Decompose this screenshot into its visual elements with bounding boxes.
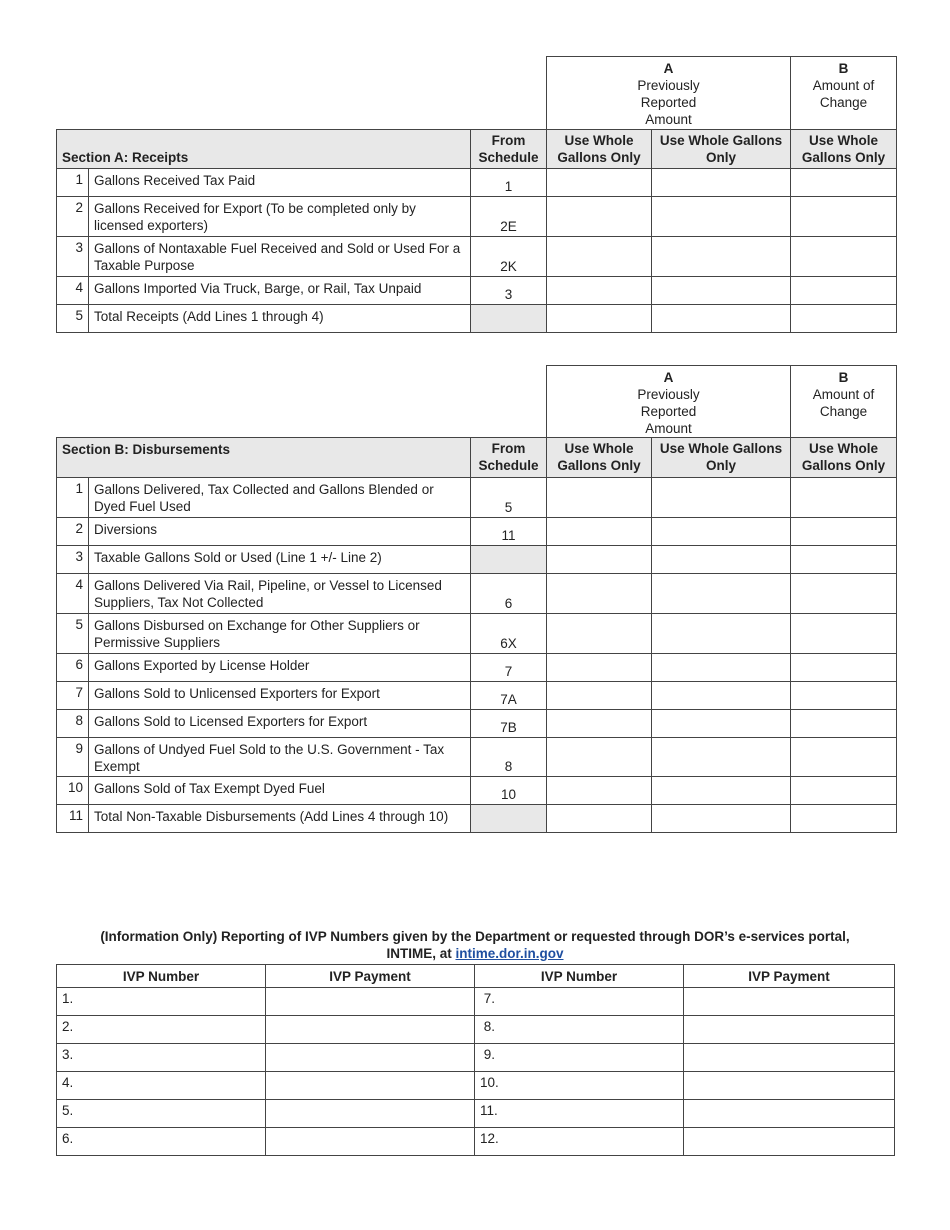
input-amount-of-change[interactable]	[652, 574, 791, 614]
line-description: Gallons Received for Export (To be completed only by licensed exporters)	[89, 197, 471, 237]
table-row	[57, 1128, 895, 1156]
input-amount-of-change[interactable]	[652, 682, 791, 710]
from-schedule-header: From Schedule	[471, 438, 547, 478]
ivp-number-cell[interactable]: 3.	[57, 1044, 266, 1072]
header-spacer	[57, 366, 547, 438]
input-previously-reported[interactable]	[547, 237, 652, 277]
schedule-ref: 7B	[471, 710, 547, 738]
input-previously-reported[interactable]	[547, 805, 652, 833]
input-previously-reported[interactable]	[547, 614, 652, 654]
schedule-ref	[471, 305, 547, 333]
line-number: 10	[57, 777, 89, 805]
ivp-payment-cell[interactable]	[684, 1100, 895, 1128]
input-current-amount[interactable]	[791, 574, 897, 614]
ivp-title	[56, 928, 894, 962]
ivp-table	[56, 964, 895, 1156]
table-row	[57, 1016, 895, 1044]
input-amount-of-change[interactable]	[652, 305, 791, 333]
line-number: 11	[57, 805, 89, 833]
input-current-amount[interactable]	[791, 197, 897, 237]
table-row	[57, 574, 897, 614]
ivp-payment-cell[interactable]	[684, 988, 895, 1016]
line-description: Taxable Gallons Sold or Used (Line 1 +/- Line 2)	[89, 546, 471, 574]
ivp-number-cell[interactable]: 12.	[475, 1128, 684, 1156]
ivp-number-cell[interactable]: 10.	[475, 1072, 684, 1100]
input-amount-of-change[interactable]	[652, 237, 791, 277]
line-description: Gallons Sold to Unlicensed Exporters for Export	[89, 682, 471, 710]
input-previously-reported[interactable]	[547, 574, 652, 614]
column-a-header: A Previously Reported Amount	[547, 57, 791, 130]
line-description: Gallons Disbursed on Exchange for Other Suppliers or Permissive Suppliers	[89, 614, 471, 654]
section-a-table	[56, 56, 897, 333]
col-b-subheader: Use Whole Gallons Only	[652, 130, 791, 169]
input-amount-of-change[interactable]	[652, 710, 791, 738]
schedule-ref: 7A	[471, 682, 547, 710]
ivp-number-cell[interactable]: 2.	[57, 1016, 266, 1044]
input-current-amount[interactable]	[791, 169, 897, 197]
input-amount-of-change[interactable]	[652, 738, 791, 777]
input-current-amount[interactable]	[791, 738, 897, 777]
input-previously-reported[interactable]	[547, 682, 652, 710]
ivp-number-cell[interactable]: 7.	[475, 988, 684, 1016]
ivp-payment-cell[interactable]	[684, 1128, 895, 1156]
line-number: 7	[57, 682, 89, 710]
line-number: 5	[57, 305, 89, 333]
column-b-header: B Amount of Change	[791, 57, 897, 130]
input-amount-of-change[interactable]	[652, 518, 791, 546]
table-row	[57, 682, 897, 710]
input-amount-of-change[interactable]	[652, 777, 791, 805]
schedule-ref: 2K	[471, 237, 547, 277]
schedule-ref: 2E	[471, 197, 547, 237]
input-previously-reported[interactable]	[547, 710, 652, 738]
table-row	[57, 805, 897, 833]
table-row	[57, 305, 897, 333]
input-current-amount[interactable]	[791, 478, 897, 518]
ivp-payment-cell[interactable]	[684, 1016, 895, 1044]
input-current-amount[interactable]	[791, 614, 897, 654]
input-amount-of-change[interactable]	[652, 614, 791, 654]
input-previously-reported[interactable]	[547, 277, 652, 305]
line-description: Gallons Delivered, Tax Collected and Gallons Blended or Dyed Fuel Used	[89, 478, 471, 518]
column-a-header: A Previously Reported Amount	[547, 366, 791, 438]
table-row	[57, 1072, 895, 1100]
schedule-ref: 8	[471, 738, 547, 777]
section-b-title: Section B: Disbursements	[57, 438, 471, 478]
section-b-table	[56, 365, 897, 833]
input-previously-reported[interactable]	[547, 478, 652, 518]
line-number: 3	[57, 237, 89, 277]
schedule-ref: 3	[471, 277, 547, 305]
table-row	[57, 710, 897, 738]
header-spacer	[57, 57, 547, 130]
line-number: 9	[57, 738, 89, 777]
input-amount-of-change[interactable]	[652, 197, 791, 237]
table-row	[57, 777, 897, 805]
ivp-title-line1: (Information Only) Reporting of IVP Numbers given by the Department or requested through DOR’s e-services portal,	[100, 929, 850, 944]
input-previously-reported[interactable]	[547, 546, 652, 574]
table-row	[57, 237, 897, 277]
ivp-payment-cell[interactable]	[266, 1100, 475, 1128]
ivp-number-cell[interactable]: 1.	[57, 988, 266, 1016]
line-description: Gallons Sold of Tax Exempt Dyed Fuel	[89, 777, 471, 805]
table-row	[57, 1044, 895, 1072]
input-previously-reported[interactable]	[547, 305, 652, 333]
input-current-amount[interactable]	[791, 805, 897, 833]
ivp-number-cell[interactable]: 9.	[475, 1044, 684, 1072]
line-number: 3	[57, 546, 89, 574]
schedule-ref: 1	[471, 169, 547, 197]
input-current-amount[interactable]	[791, 654, 897, 682]
line-number: 8	[57, 710, 89, 738]
input-current-amount[interactable]	[791, 518, 897, 546]
input-previously-reported[interactable]	[547, 777, 652, 805]
input-previously-reported[interactable]	[547, 518, 652, 546]
ivp-number-header: IVP Number	[475, 965, 684, 988]
ivp-payment-cell[interactable]	[266, 1044, 475, 1072]
line-description: Gallons Imported Via Truck, Barge, or Rail, Tax Unpaid	[89, 277, 471, 305]
input-amount-of-change[interactable]	[652, 654, 791, 682]
column-b-header: B Amount of Change	[791, 366, 897, 438]
ivp-number-header: IVP Number	[57, 965, 266, 988]
ivp-title-line2: INTIME, at intime.dor.in.gov	[386, 946, 564, 961]
input-previously-reported[interactable]	[547, 654, 652, 682]
line-number: 6	[57, 654, 89, 682]
input-current-amount[interactable]	[791, 710, 897, 738]
ivp-payment-cell[interactable]	[266, 1072, 475, 1100]
ivp-payment-cell[interactable]	[684, 1072, 895, 1100]
line-description: Gallons of Nontaxable Fuel Received and Sold or Used For a Taxable Purpose	[89, 237, 471, 277]
col-c-subheader: Use Whole Gallons Only	[791, 438, 897, 478]
line-number: 1	[57, 169, 89, 197]
table-row	[57, 277, 897, 305]
ivp-number-cell[interactable]: 8.	[475, 1016, 684, 1044]
line-description: Gallons Exported by License Holder	[89, 654, 471, 682]
col-a-subheader: Use Whole Gallons Only	[547, 130, 652, 169]
ivp-payment-cell[interactable]	[266, 1128, 475, 1156]
table-row	[57, 1100, 895, 1128]
input-current-amount[interactable]	[791, 237, 897, 277]
ivp-number-cell[interactable]: 5.	[57, 1100, 266, 1128]
input-amount-of-change[interactable]	[652, 478, 791, 518]
input-previously-reported[interactable]	[547, 197, 652, 237]
input-current-amount[interactable]	[791, 682, 897, 710]
intime-link[interactable]: intime.dor.in.gov	[455, 946, 564, 961]
line-number: 1	[57, 478, 89, 518]
table-row	[57, 988, 895, 1016]
input-previously-reported[interactable]	[547, 169, 652, 197]
table-row	[57, 546, 897, 574]
line-description: Gallons of Undyed Fuel Sold to the U.S. Government - Tax Exempt	[89, 738, 471, 777]
input-amount-of-change[interactable]	[652, 805, 791, 833]
line-description: Gallons Received Tax Paid	[89, 169, 471, 197]
table-row	[57, 197, 897, 237]
schedule-ref: 7	[471, 654, 547, 682]
input-amount-of-change[interactable]	[652, 277, 791, 305]
input-current-amount[interactable]	[791, 305, 897, 333]
table-row	[57, 738, 897, 777]
table-row	[57, 169, 897, 197]
from-schedule-header: From Schedule	[471, 130, 547, 169]
schedule-ref: 11	[471, 518, 547, 546]
col-c-subheader: Use Whole Gallons Only	[791, 130, 897, 169]
input-amount-of-change[interactable]	[652, 546, 791, 574]
line-description: Diversions	[89, 518, 471, 546]
input-current-amount[interactable]	[791, 546, 897, 574]
table-row	[57, 478, 897, 518]
line-number: 4	[57, 574, 89, 614]
line-number: 5	[57, 614, 89, 654]
schedule-ref: 5	[471, 478, 547, 518]
ivp-number-cell[interactable]: 11.	[475, 1100, 684, 1128]
col-b-subheader: Use Whole Gallons Only	[652, 438, 791, 478]
line-description: Total Receipts (Add Lines 1 through 4)	[89, 305, 471, 333]
input-previously-reported[interactable]	[547, 738, 652, 777]
col-a-subheader: Use Whole Gallons Only	[547, 438, 652, 478]
ivp-number-cell[interactable]: 6.	[57, 1128, 266, 1156]
table-row	[57, 654, 897, 682]
ivp-payment-cell[interactable]	[684, 1044, 895, 1072]
schedule-ref	[471, 805, 547, 833]
schedule-ref	[471, 546, 547, 574]
schedule-ref: 6	[471, 574, 547, 614]
schedule-ref: 6X	[471, 614, 547, 654]
ivp-payment-cell[interactable]	[266, 1016, 475, 1044]
ivp-number-cell[interactable]: 4.	[57, 1072, 266, 1100]
line-description: Gallons Delivered Via Rail, Pipeline, or Vessel to Licensed Suppliers, Tax Not Collected	[89, 574, 471, 614]
input-current-amount[interactable]	[791, 777, 897, 805]
line-number: 2	[57, 518, 89, 546]
line-description: Total Non-Taxable Disbursements (Add Lines 4 through 10)	[89, 805, 471, 833]
line-description: Gallons Sold to Licensed Exporters for Export	[89, 710, 471, 738]
schedule-ref: 10	[471, 777, 547, 805]
line-number: 4	[57, 277, 89, 305]
ivp-payment-header: IVP Payment	[684, 965, 895, 988]
ivp-payment-cell[interactable]	[266, 988, 475, 1016]
input-amount-of-change[interactable]	[652, 169, 791, 197]
table-row	[57, 614, 897, 654]
input-current-amount[interactable]	[791, 277, 897, 305]
section-a-title: Section A: Receipts	[57, 130, 471, 169]
line-number: 2	[57, 197, 89, 237]
ivp-payment-header: IVP Payment	[266, 965, 475, 988]
table-row	[57, 518, 897, 546]
